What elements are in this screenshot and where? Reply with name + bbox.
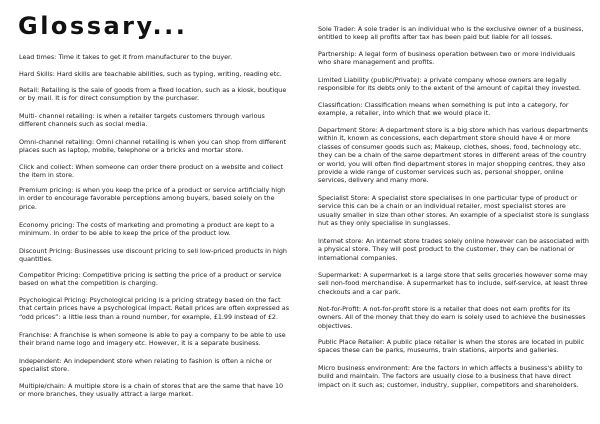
glossary-entry-partnership: Partnership: A legal form of business operation between two or more individuals who share management and profits.: [318, 50, 576, 67]
glossary-entry-premium-pricing: Premium pricing: is when you keep the price of a product or service artificially high in order to encourage favorable perceptions among buyers, based solely on the price.: [19, 186, 286, 211]
glossary-entry-economy-pricing: Economy pricing: The costs of marketing and promoting a product are kept to a minimum. In order to be able to keep the price of the product low.: [19, 221, 275, 238]
glossary-entry-franchise: Franchise: A franchise is when someone is able to pay a company to be able to use their brand name logo and imagery etc. However, it is a separate business.: [19, 331, 286, 348]
glossary-entry-internet-store: Internet store: An internet store trades solely online however can be associated with a physical store. They will post product to the customer, they can be national or international companies.: [318, 237, 589, 262]
glossary-entry-hard-skills: Hard Skills: Hard skills are teachable abilities, such as typing, writing, reading etc.: [19, 70, 282, 78]
glossary-entry-specialist-store: Specialist Store: A specialist store specialises in one particular type of product or service this can be a chain or an individual retailer, most specialist stores are usually smaller in size than other stores. An example of a specialist store is sunglass hut as they only specialise in sunglasses.: [318, 194, 590, 228]
glossary-entry-supermarket: Supermarket: A supermarket is a large store that sells groceries however some may sell non-food merchandise. A supermarket has to include, self-service, at least three checkouts and a car park.: [318, 271, 588, 296]
glossary-entry-retail: Retail: Retailing is the sale of goods from a fixed location, such as a kiosk, boutique or by mail. It is for direct consumption by the purchaser.: [19, 86, 287, 103]
glossary-entry-multi-channel: Multi- channel retailing: is when a retailer targets customers through various different channels such as social media.: [19, 112, 265, 129]
glossary-entry-department-store: Department Store: A department store is a big store which has various departments within it, known as concessions, each department store should have 4 or more classes of consumer goods such as; Makeup, clothes, shoes, food, technology etc. they can be a chain of the same department stores in different areas of the country or world, you will often find department stores in major shopping centres, they also provide a wide range of customer services such as, personal shopper, online services, delivery and many more.: [318, 126, 588, 185]
glossary-entry-competitor-pricing: Competitor Pricing: Competitive pricing is setting the price of a product or service based on what the competition is charging.: [19, 271, 282, 288]
glossary-entry-discount-pricing: Discount Pricing: Businesses use discount pricing to sell low-priced products in high quantities.: [19, 247, 287, 264]
glossary-entry-micro-business: Micro business environment: Are the factors in which affects a business's ability to build and maintain. The factors are usually close to a business that have direct impact on it such as; customer, industry, supplier, competitors and shareholders.: [318, 364, 583, 389]
glossary-entry-psychological-pricing: Psychological Pricing: Psychological pricing is a pricing strategy based on the fact that certain prices have a psychological impact. Retail prices are often expressed as “odd prices”: a little less than a round number, for example, £1.99 instead of £2.: [19, 296, 290, 321]
glossary-entry-click-collect: Click and collect: When someone can order there product on a website and collect the item in store.: [19, 163, 283, 180]
glossary-entry-independent: Independent: An independent store when relating to fashion is often a niche or specialist store.: [19, 357, 272, 374]
glossary-entry-sole-trader: Sole Trader: A sole trader is an individual who is the exclusive owner of a business, entitled to keep all profits after tax has been paid but liable for all losses.: [318, 25, 584, 42]
glossary-entry-lead-times: Lead times: Time it takes to get it from manufacturer to the buyer.: [19, 53, 233, 61]
glossary-entry-limited-liability: Limited Liability (public/Private): a private company whose owners are legally responsible for its debts only to the extent of the amount of capital they invested.: [318, 76, 581, 93]
glossary-entry-omni-channel: Omni-channel retailing: Omni channel retailing is when you can shop from different places such as laptop, mobile, telephone or a bricks and mortar store.: [19, 138, 287, 155]
glossary-entry-public-place: Public Place Retailer: A public place retailer is when the stores are located in public spaces these can be parks, museums, train stations, airports and galleries.: [318, 338, 585, 355]
glossary-entry-classification: Classification: Classification means when something is put into a category, for example, a retailer, into which that we would place it.: [318, 101, 569, 118]
glossary-entry-not-for-profit: Not-for-Profit: A not-for-profit store is a retailer that does not earn profits for its owners. All of the money that they do earn is solely used to achieve the businesses objectives.: [318, 305, 586, 330]
page-title: Glossary...: [18, 12, 188, 40]
glossary-entry-multiple-chain: Multiple/chain: A multiple store is a chain of stores that are the same that have 10 or more branches, they usually attract a large market.: [19, 382, 284, 399]
